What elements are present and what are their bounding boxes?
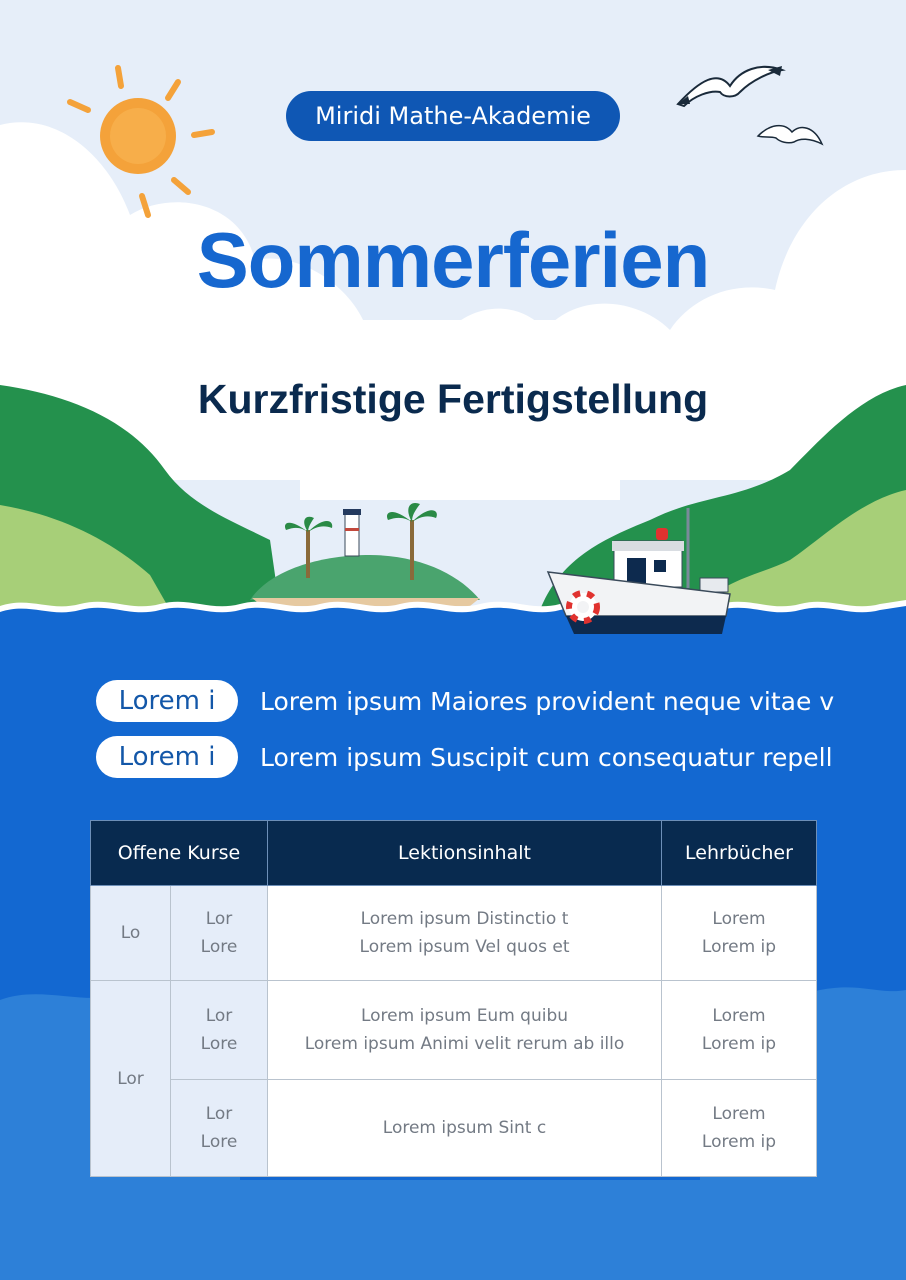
course-sub-cell: [171, 981, 268, 1080]
lesson-content-line: Lorem ipsum Vel quos et: [359, 937, 570, 957]
course-table: [90, 820, 817, 1177]
info-label: Lorem i: [96, 680, 238, 722]
course-sub-line: Lor: [205, 1104, 233, 1124]
header-lesson-content: Lektionsinhalt: [268, 821, 662, 886]
table-row: [91, 1080, 817, 1177]
header-textbooks: Lehrbücher: [662, 821, 817, 886]
page-subtitle: Kurzfristige Fertigstellung: [197, 376, 709, 422]
lesson-content-cell: [268, 886, 662, 981]
course-sub-cell: [171, 886, 268, 981]
page-title: Sommerferien: [196, 216, 710, 304]
textbook-cell: [662, 886, 817, 981]
textbook-line: Lorem: [712, 1104, 766, 1124]
lighthouse-icon: [343, 509, 361, 556]
textbook-line: Lorem ip: [701, 937, 777, 957]
table-row: [91, 981, 817, 1080]
textbook-cell: [662, 981, 817, 1080]
lesson-content-cell: [268, 981, 662, 1080]
course-group-cell: Lor: [91, 981, 171, 1177]
academy-badge: Miridi Mathe-Akademie: [286, 91, 620, 141]
textbook-line: Lorem ip: [701, 1132, 777, 1152]
course-sub-line: Lore: [200, 1034, 238, 1054]
lesson-content-line: Lorem ipsum Animi velit rerum ab illo: [304, 1034, 625, 1054]
lesson-content-line: Lorem ipsum Distinctio t: [360, 909, 569, 929]
header-open-courses: Offene Kurse: [91, 821, 268, 886]
lesson-content-cell: [268, 1080, 662, 1177]
course-sub-line: Lore: [200, 937, 238, 957]
textbook-line: Lorem ip: [701, 1034, 777, 1054]
info-text: Lorem ipsum Suscipit cum consequatur repell: [260, 742, 833, 772]
course-group-cell: Lo: [91, 886, 171, 981]
course-sub-line: Lore: [200, 1132, 238, 1152]
info-row: [96, 735, 833, 779]
lifebuoy-icon: [569, 593, 597, 621]
textbook-line: Lorem: [712, 1006, 766, 1026]
textbook-cell: [662, 1080, 817, 1177]
course-sub-line: Lor: [205, 1006, 233, 1026]
table-row: [91, 886, 817, 981]
course-sub-cell: [171, 1080, 268, 1177]
info-label: Lorem i: [96, 736, 238, 778]
info-row: [96, 679, 834, 723]
textbook-line: Lorem: [712, 909, 766, 929]
lesson-content-line: Lorem ipsum Sint c: [382, 1118, 547, 1138]
course-sub-line: Lor: [205, 909, 233, 929]
info-text: Lorem ipsum Maiores provident neque vitae v: [260, 686, 835, 716]
lesson-content-line: Lorem ipsum Eum quibu: [360, 1006, 569, 1026]
table-header-row: [91, 821, 817, 886]
